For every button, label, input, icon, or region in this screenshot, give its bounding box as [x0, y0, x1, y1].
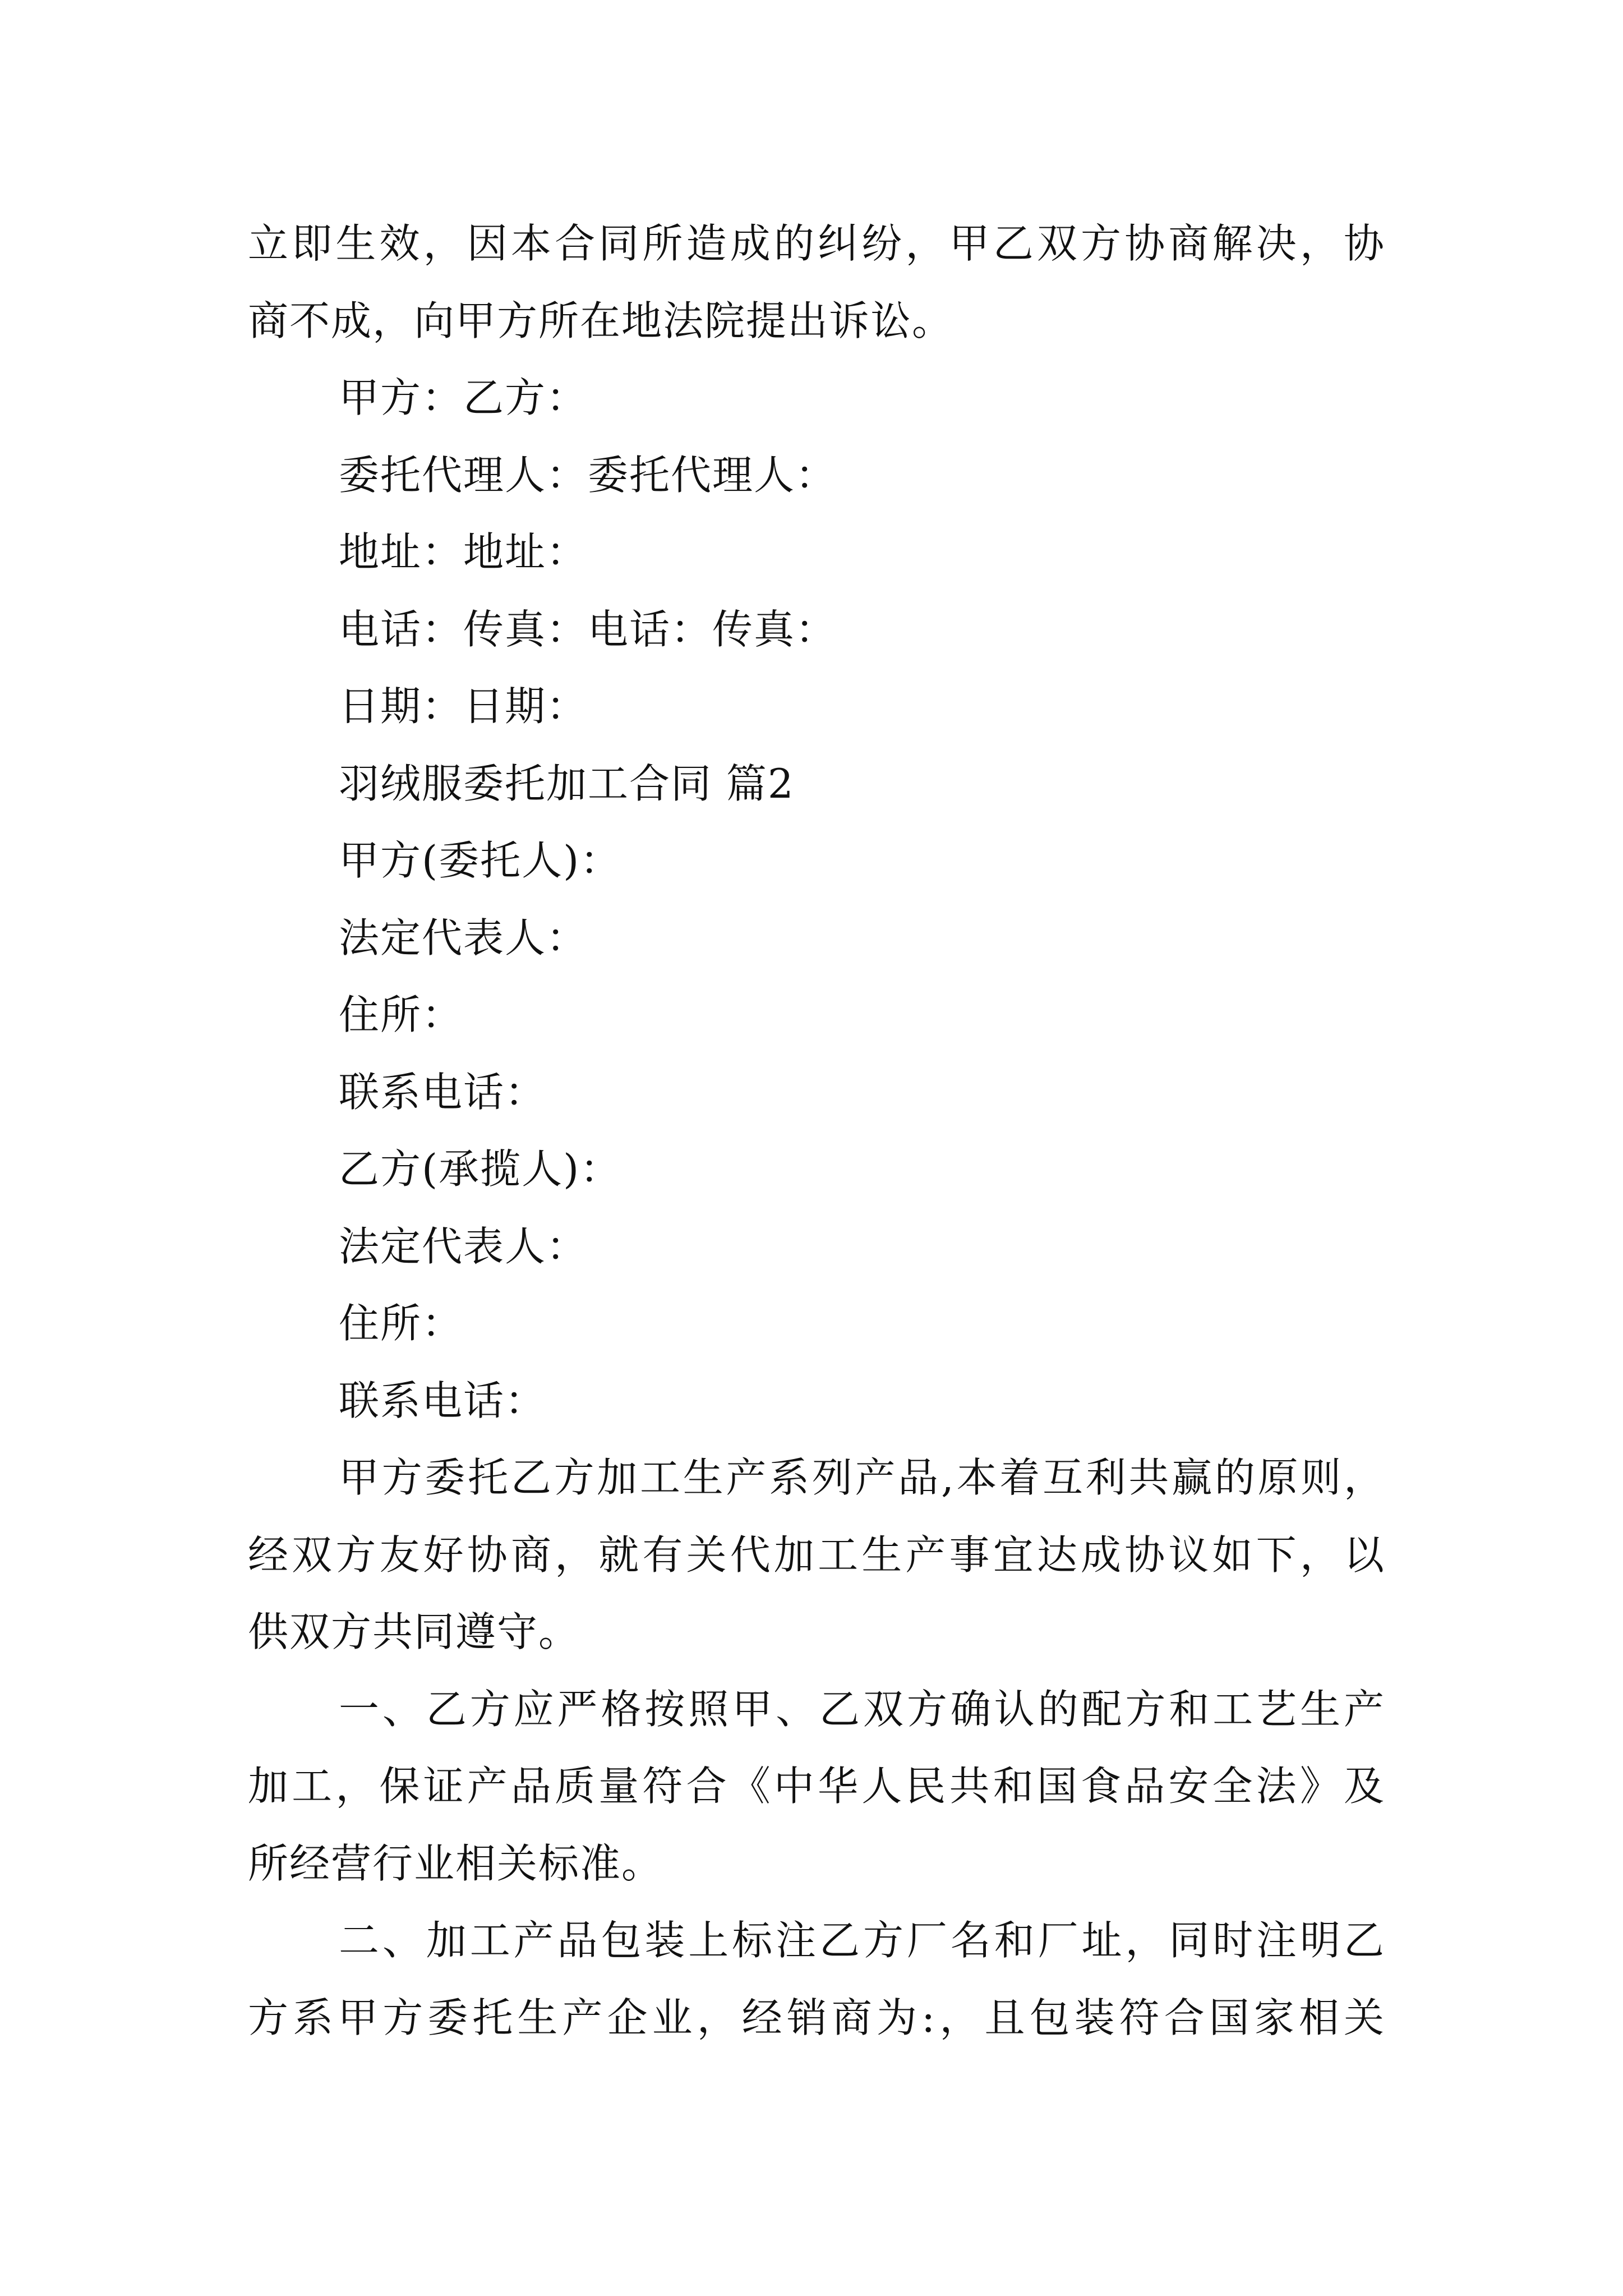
party-b-label [248, 1131, 1385, 1208]
text-line: 经双方友好协商，就有关代加工生产事宜达成协议如下，以 [248, 1531, 1385, 1579]
party-a-phone [248, 1054, 1385, 1131]
party-a-label [248, 822, 1385, 900]
text-line: 商不成，向甲方所在地法院提出诉讼。 [248, 297, 954, 344]
signature-party-names [248, 360, 1385, 437]
text-line: 住所： [339, 1300, 464, 1347]
signature-phones [248, 591, 1385, 669]
text-line: 法定代表人： [339, 914, 588, 961]
document-body [248, 205, 1385, 2056]
text-line: 住所： [339, 991, 464, 1038]
text-line: 甲方委托乙方加工生产系列产品,本着互利共赢的原则， [339, 1454, 1385, 1501]
text-line: 甲方(委托人)： [339, 837, 622, 884]
party-b-representative [248, 1208, 1385, 1286]
text-line: 甲方：乙方： [339, 374, 588, 421]
heading-text: 羽绒服委托加工合同 篇2 [339, 760, 795, 807]
party-a-address [248, 977, 1385, 1054]
text-line: 供双方共同遵守。 [248, 1608, 580, 1655]
paragraph-preamble [248, 1439, 1385, 1671]
text-line: 加工，保证产品质量符合《中华人民共和国食品安全法》及 [248, 1763, 1385, 1810]
text-line: 联系电话： [339, 1377, 547, 1424]
text-line: 二、加工产品包装上标注乙方厂名和厂址，同时注明乙 [339, 1917, 1385, 1964]
signature-agents [248, 437, 1385, 514]
text-line: 联系电话： [339, 1068, 547, 1116]
text-line: 电话：传真：电话：传真： [339, 605, 837, 653]
signature-addresses [248, 514, 1385, 591]
text-line: 地址：地址： [339, 528, 588, 576]
clause-1 [248, 1671, 1385, 1903]
text-line: 一、乙方应严格按照甲、乙双方确认的配方和工艺生产 [339, 1685, 1385, 1733]
text-line: 日期：日期： [339, 683, 588, 730]
text-line: 法定代表人： [339, 1222, 588, 1270]
party-b-address [248, 1285, 1385, 1363]
text-line: 委托代理人：委托代理人： [339, 451, 837, 499]
text-line: 方系甲方委托生产企业，经销商为:，且包装符合国家相关 [248, 1994, 1385, 2041]
party-a-representative [248, 900, 1385, 977]
text-line: 乙方(承揽人)： [339, 1145, 622, 1193]
clause-2 [248, 1902, 1385, 2056]
signature-dates [248, 668, 1385, 746]
party-b-phone [248, 1363, 1385, 1440]
text-line: 立即生效，因本合同所造成的纠纷，甲乙双方协商解决，协 [248, 220, 1385, 267]
paragraph-dispute-clause [248, 205, 1385, 360]
section-heading [248, 746, 1385, 823]
text-line: 所经营行业相关标准。 [248, 1839, 663, 1887]
